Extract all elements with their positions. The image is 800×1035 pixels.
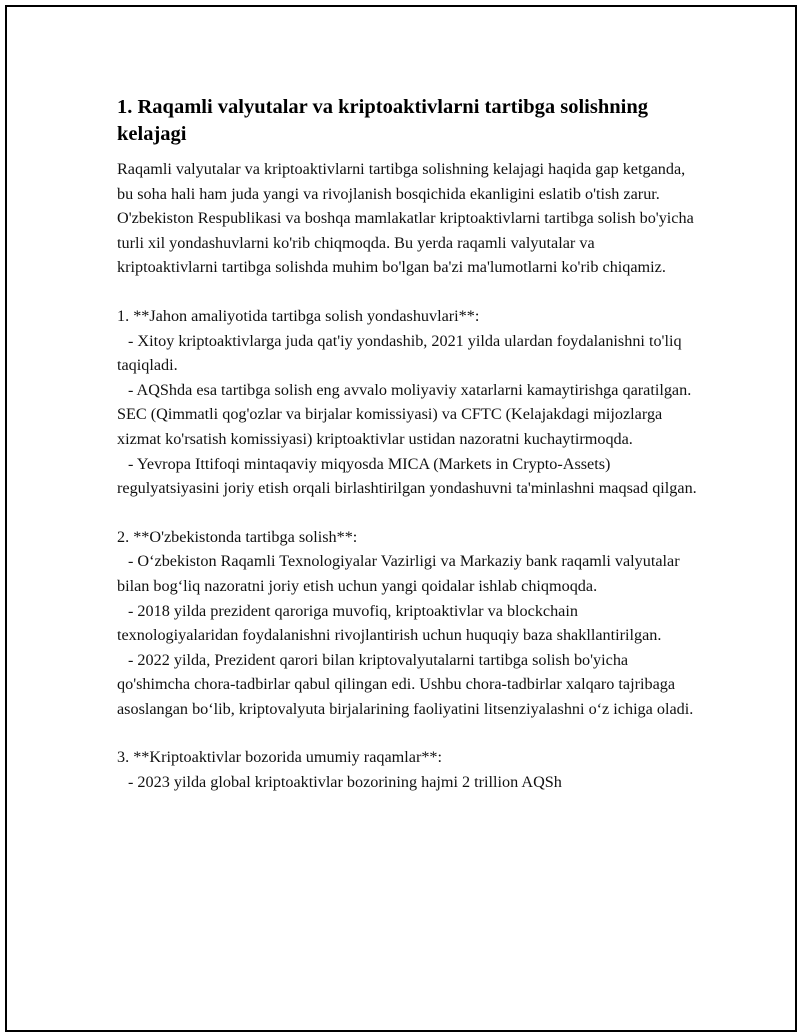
document-body — [117, 94, 697, 795]
bullet-item: - Xitoy kriptoaktivlarga juda qat'iy yondashib, 2021 yilda ulardan foydalanishni to'liq taqiqladi. — [117, 331, 682, 375]
bullet-item: - O‘zbekiston Raqamli Texnologiyalar Vazirligi va Markaziy bank raqamli valyutalar bilan bog‘liq nazoratni joriy etish uchun yangi qoidalar ishlab chiqmoqda. — [117, 552, 680, 595]
intro-paragraph: Raqamli valyutalar va kriptoaktivlarni tartibga solishning kelajagi haqida gap ketganda, bu soha hali ham juda yangi va rivojlanish bosqichida ekanligini eslatib o'tish zarur. O'zbekiston Respublikasi va boshqa mamlakatlar kriptoaktivlarni tartibga solish bo'yicha turli xil yondashuvlarni ko'rib chiqmoqda. Bu yerda raqamli valyutalar va kriptoaktivlarni tartibga solishda muhim bo'lgan ba'zi ma'lumotlarni ko'rib chiqamiz. — [117, 160, 694, 277]
bullet-item: - AQShda esa tartibga solish eng avvalo moliyaviy xatarlarni kamaytirishga qaratilgan. SEC (Qimmatli qog'ozlar va birjalar komissiyasi) va CFTC (Kelajakdagi mijozlarga xizmat ko'rsatish komissiyasi) kriptoaktivlar ustidan nazoratni kuchaytirmoqda. — [117, 380, 692, 448]
bullet-item: - 2023 yilda global kriptoaktivlar bozorining hajmi 2 trillion AQSh — [128, 773, 562, 792]
section-market-figures — [117, 745, 697, 794]
document-heading: 1. Raqamli valyutalar va kriptoaktivlarni tartibga solishning kelajagi — [117, 96, 648, 145]
bullet-item: - 2022 yilda, Prezident qarori bilan kriptovalyutalarni tartibga solish bo'yicha qo'shimcha chora-tadbirlar qabul qilingan edi. Ushbu chora-tadbirlar xalqaro tajribaga asoslangan bo‘lib, kriptovalyuta birjalarining faoliyatini litsenziyalashni o‘z ichiga oladi. — [117, 650, 694, 718]
bullet-item: - 2018 yilda prezident qaroriga muvofiq, kriptoaktivlar va blockchain texnologiyalaridan foydalanishni rivojlantirish uchun huquqiy baza shakllantirilgan. — [117, 601, 662, 645]
section-title: 1. **Jahon amaliyotida tartibga solish yondashuvlari**: — [117, 306, 480, 325]
section-title: 2. **O'zbekistonda tartibga solish**: — [117, 527, 358, 546]
section-uzbekistan-regulation — [117, 525, 697, 722]
section-title: 3. **Kriptoaktivlar bozorida umumiy raqamlar**: — [117, 748, 443, 767]
section-global-approaches — [117, 304, 697, 501]
bullet-item: - Yevropa Ittifoqi mintaqaviy miqyosda MICA (Markets in Crypto-Assets) regulyatsiyasini joriy etish orqali birlashtirilgan yondashuvni ta'minlashni maqsad qilgan. — [117, 454, 697, 498]
